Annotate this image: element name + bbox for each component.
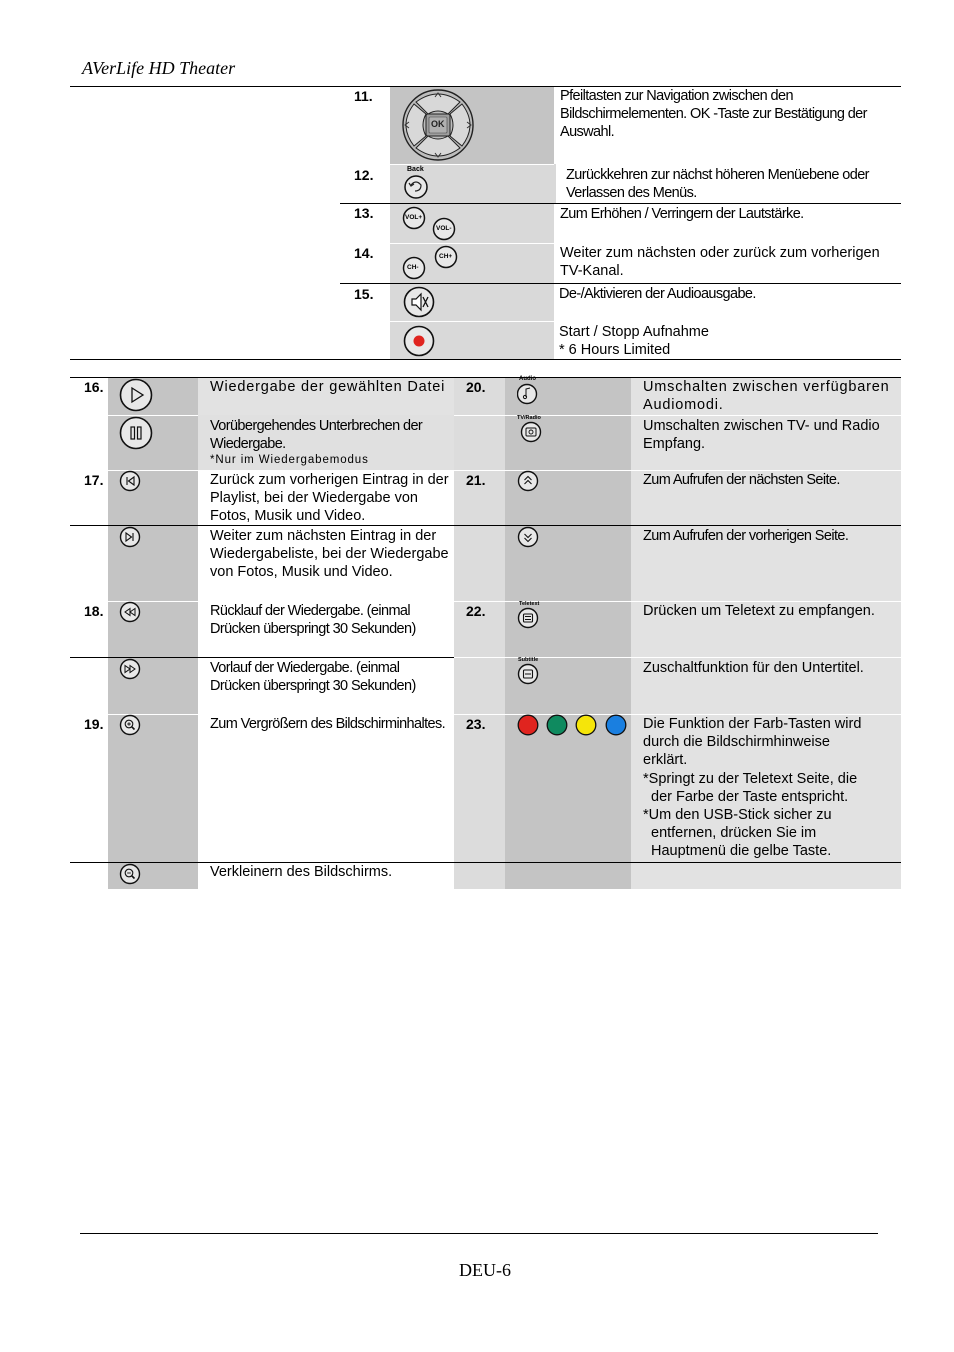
key-description: Weiter zum nächsten Eintrag in der Wiedergabeliste, bei der Wiedergabe von Fotos, Musik und Video. — [210, 528, 449, 581]
key-description: Drücken um Teletext zu empfangen. — [643, 603, 875, 619]
mute-icon — [403, 286, 435, 318]
red-button-icon — [516, 713, 540, 737]
page-up-icon — [517, 470, 539, 492]
document-title: AVerLife HD Theater — [82, 58, 236, 78]
key-description: De-/Aktivieren der Audioausgabe. — [559, 286, 756, 302]
key-description: Umschalten zwischen TV- und Radio Empfang. — [643, 418, 880, 453]
channel-up-icon: CH+ — [434, 245, 458, 269]
yellow-button-icon — [574, 713, 598, 737]
audio-button-icon: Audio — [517, 376, 541, 406]
row-number: 12. — [354, 167, 374, 183]
volume-down-icon: VOL- — [432, 217, 456, 241]
key-description: Zurückkehren zur nächst höheren Menüebene oder Verlassen des Menüs. — [566, 167, 869, 202]
key-description: Umschalten zwischen verfügbaren Audiomodi. — [643, 379, 890, 414]
tv-radio-button-icon: TV/Radio — [517, 415, 543, 445]
row-number: 23. — [466, 716, 486, 732]
next-track-icon — [119, 526, 141, 548]
row-number: 22. — [466, 603, 486, 619]
zoom-in-icon — [119, 714, 141, 736]
key-description: Wiedergabe der gewählten Datei — [210, 379, 446, 395]
row-number: 14. — [354, 245, 374, 261]
key-description: Vorlauf der Wiedergabe. (einmal Drücken überspringt 30 Sekunden) — [210, 660, 416, 695]
key-description: Zuschaltfunktion für den Untertitel. — [643, 660, 864, 676]
row-number: 20. — [466, 379, 486, 395]
blue-button-icon — [604, 713, 628, 737]
key-description: Vorübergehendes Unterbrechen der Wiedergabe. *Nur im Wiedergabemodus — [210, 418, 423, 467]
page-down-icon — [517, 526, 539, 548]
teletext-button-icon: Teletext — [517, 601, 541, 631]
key-description: Verkleinern des Bildschirms. — [210, 864, 393, 880]
row-number: 17. — [84, 472, 104, 488]
key-description: Zurück zum vorherigen Eintrag in der Playlist, bei der Wiedergabe von Fotos, Musik und Video. — [210, 472, 449, 525]
zoom-out-icon — [119, 863, 141, 885]
rewind-icon — [119, 601, 141, 623]
pause-icon — [119, 416, 153, 450]
footer-rule — [80, 1233, 878, 1234]
volume-up-icon: VOL+ — [402, 206, 426, 230]
subtitle-button-icon: Subtitle — [517, 657, 541, 687]
row-number: 16. — [84, 379, 104, 395]
record-button-icon — [403, 325, 435, 357]
row-number: 15. — [354, 286, 374, 302]
page-number: DEU-6 — [459, 1260, 511, 1280]
green-button-icon — [545, 713, 569, 737]
key-description: Zum Vergrößern des Bildschirminhaltes. — [210, 716, 446, 732]
previous-track-icon — [119, 470, 141, 492]
key-description: Pfeiltasten zur Navigation zwischen den Bildschirmelementen. OK -Taste zur Bestätigung der Auswahl. — [560, 88, 867, 141]
channel-down-icon: CH- — [402, 256, 426, 280]
row-number: 11. — [354, 88, 373, 104]
row-number: 19. — [84, 716, 104, 732]
key-description: Weiter zum nächsten oder zurück zum vorherigen TV-Kanal. — [560, 245, 880, 280]
key-description: Zum Erhöhen / Verringern der Lautstärke. — [560, 206, 804, 222]
row-number: 21. — [466, 472, 486, 488]
record-description: Start / Stopp Aufnahme * 6 Hours Limited — [559, 324, 709, 359]
fast-forward-icon — [119, 658, 141, 680]
key-description: Zum Aufrufen der vorherigen Seite. — [643, 528, 849, 544]
back-button-icon: Back — [403, 167, 431, 199]
play-icon — [119, 378, 153, 412]
color-keys-description: Die Funktion der Farb-Tasten wird durch die Bildschirmhinweise erklärt. *Springt zu der Teletext Seite, die der Farbe der Taste entspricht. *Um den USB-Stick sicher zu entfernen, drücken Sie im Hauptmenü die gelbe Taste. — [643, 716, 862, 860]
navigation-pad-icon: OK — [400, 88, 476, 162]
key-description: Rücklauf der Wiedergabe. (einmal Drücken überspringt 30 Sekunden) — [210, 603, 416, 638]
row-number: 13. — [354, 205, 374, 221]
row-number: 18. — [84, 603, 104, 619]
key-description: Zum Aufrufen der nächsten Seite. — [643, 472, 840, 488]
